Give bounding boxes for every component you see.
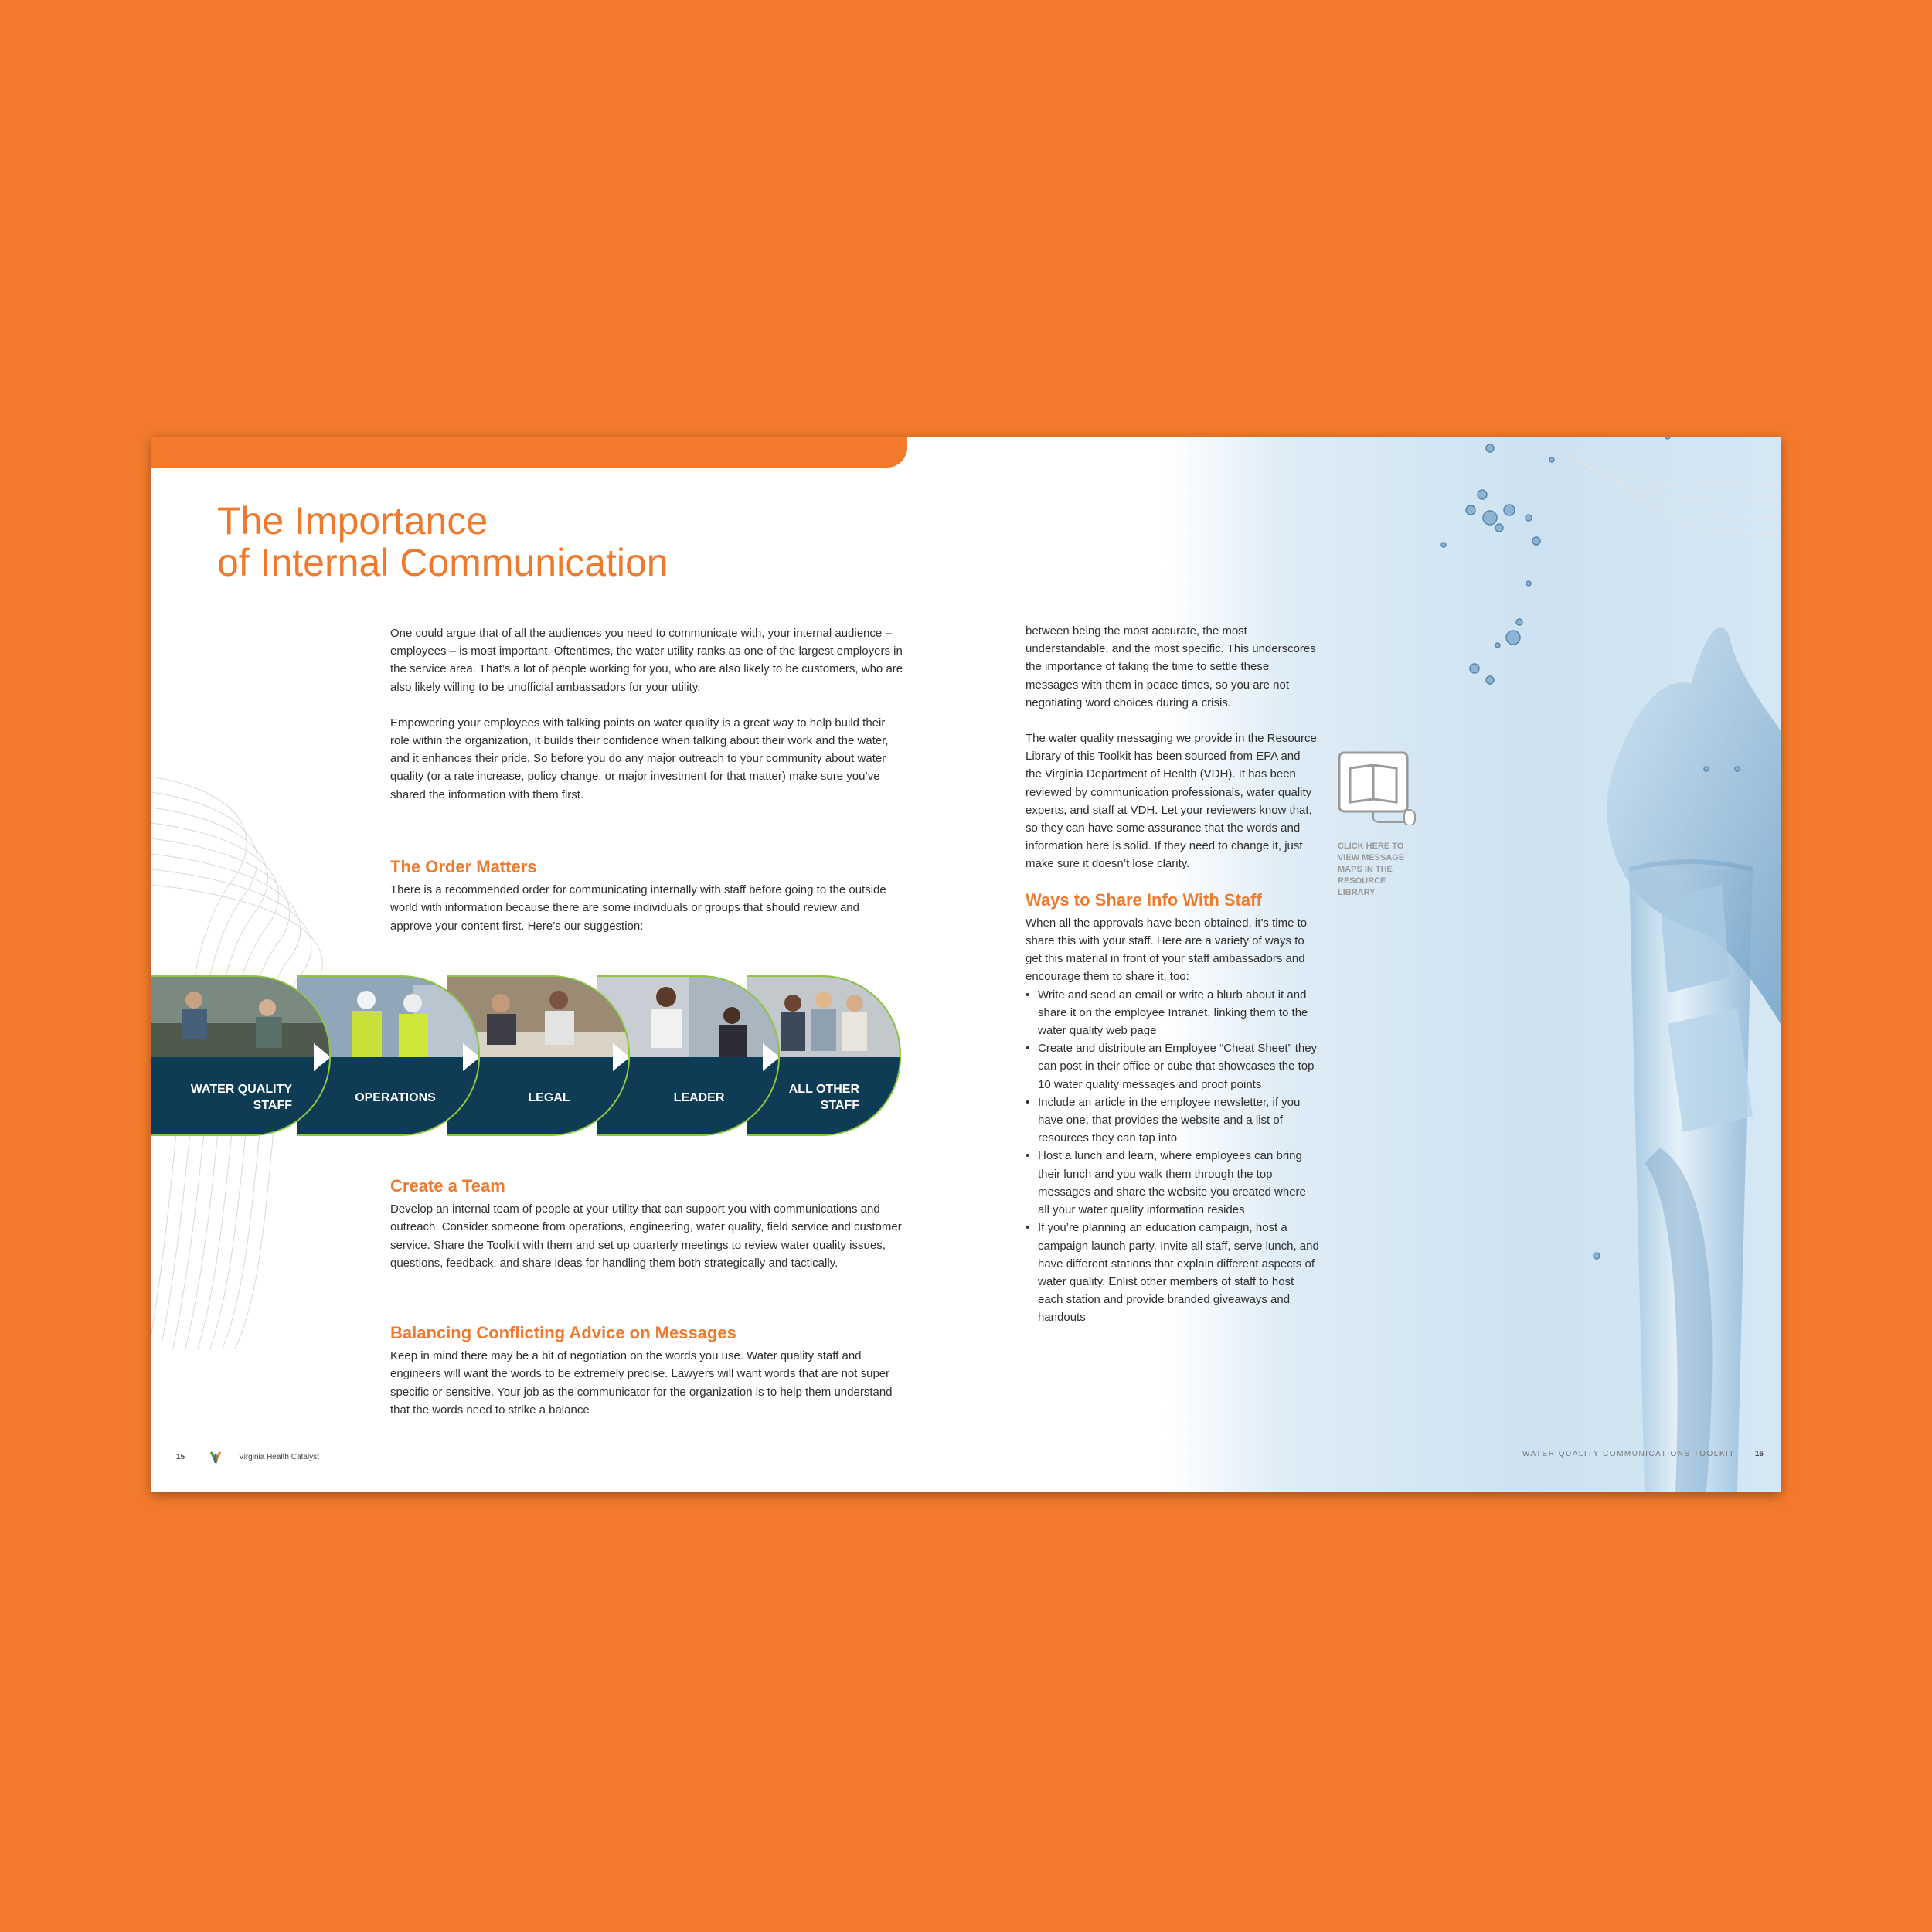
intro-section <box>390 624 904 821</box>
page-number-left: 15 <box>176 1452 185 1461</box>
list-item: • Include an article in the employee newsletter, if you have one, that provides the website and a list of resources they can tap into <box>1026 1094 1319 1148</box>
list-item: • If you’re planning an education campaign, host a campaign launch party. Invite all staff, serve lunch, and have different stations that explain different aspects of water quality. Enlist other members of staff to host each station and provide branded giveaways and handouts <box>1026 1219 1319 1326</box>
book-mouse-icon[interactable] <box>1338 751 1417 825</box>
page-title <box>217 500 668 583</box>
flow-step-label: ALL OTHER STAFF <box>788 1083 859 1112</box>
header-tab <box>151 437 907 468</box>
flow-arrow-icon <box>314 1043 331 1071</box>
water-quality-staff-photo <box>151 977 329 1057</box>
order-heading: The Order Matters <box>390 857 537 876</box>
team-section <box>390 1177 904 1290</box>
list-item: • Write and send an email or write a blurb about it and share it on the employee Intranet, linking them to the water quality web page <box>1026 986 1319 1040</box>
flow-step-label: OPERATIONS <box>355 1090 436 1104</box>
flow-arrow-icon <box>463 1043 480 1071</box>
resource-library-link[interactable]: CLICK HERE TO VIEW MESSAGE MAPS IN THE RESOURCE LIBRARY <box>1338 842 1405 897</box>
flow-arrow-icon <box>613 1043 630 1071</box>
page-number-right: 16 <box>1754 1450 1764 1458</box>
footer-toolkit-title: WATER QUALITY COMMUNICATIONS TOOLKIT <box>1522 1450 1735 1458</box>
flow-step-label: LEADER <box>673 1090 725 1104</box>
flow-arrow-icon <box>763 1043 780 1071</box>
approval-order-flow <box>151 975 901 1134</box>
list-item: • Host a lunch and learn, where employees can bring their lunch and you walk them through the top messages and share the website you created where all your water quality information resides <box>1026 1147 1319 1219</box>
intro-paragraph-2: Empowering your employees with talking points on water quality is a great way to help build their role within the organization, it builds their confidence when talking about their work and the water, and it enhances their pride. So before you do any major outreach to your community about water quality (or a rate increase, policy change, or major investment for that matter) make sure you’ve shared the information with them first. <box>390 716 889 801</box>
balancing-body: Keep in mind there may be a bit of negotiation on the words you use. Water quality staff and engineers will want the words to be extremely precise. Lawyers will want words that are not super specific or sensitive. Your job as the communicator for the organization is to help them understand that the words need to strike a balance <box>390 1349 893 1417</box>
share-intro: When all the approvals have been obtained, it’s time to share this with your staff. Here are a variety of ways to get this material in front of your staff ambassadors and encourage them to share it, too: <box>1026 916 1308 984</box>
flow-step-label: WATER QUALITY STAFF <box>190 1083 292 1112</box>
right-paragraph-2: The water quality messaging we provide in the Resource Library of this Toolkit has been sourced from EPA and the Virginia Department of Health (VDH). It has been reviewed by communication professionals, water quality experts, and staff at VDH. Let your reviewers know that, so they can have some assurance that the words and information here is solid. If they need to change it, just make sure it doesn’t lose clarity. <box>1026 732 1317 871</box>
right-paragraph-1: between being the most accurate, the most understandable, and the most specific. This underscores the importance of taking the time to settle these messages with them in peace times, so you are not negotiating word choices during a crisis. <box>1026 624 1316 709</box>
footer-right <box>1522 1450 1764 1458</box>
catalyst-logo-icon <box>208 1449 223 1464</box>
balancing-heading: Balancing Conflicting Advice on Messages <box>390 1323 736 1342</box>
title-line-2: of Internal Communication <box>217 541 668 584</box>
title-line-1: The Importance <box>217 499 488 543</box>
intro-paragraph-1: One could argue that of all the audiences you need to communicate with, your internal audience – employees – is most important. Oftentimes, the water utility ranks as one of the largest employers in the service area. That’s a lot of people working for you, who are also likely to be customers, who are also likely willing to be unofficial ambassadors for your utility. <box>390 627 903 694</box>
flow-step-water-quality-staff <box>151 975 331 1136</box>
brochure-spread <box>151 437 1781 1492</box>
share-list <box>1026 986 1319 1327</box>
right-column <box>1026 622 1319 1327</box>
flow-step-label: LEGAL <box>528 1090 570 1104</box>
balancing-section <box>390 1324 904 1437</box>
team-heading: Create a Team <box>390 1176 505 1196</box>
order-body: There is a recommended order for communicating internally with staff before going to the outside world with information because there are some individuals or groups that should review and approve your content first. Here’s our suggestion: <box>390 883 886 933</box>
order-section <box>390 858 904 953</box>
list-item: • Create and distribute an Employee “Cheat Sheet” they can post in their office or cube that showcases the top 10 water quality messages and proof points <box>1026 1039 1319 1094</box>
share-heading: Ways to Share Info With Staff <box>1026 889 1262 910</box>
footer-left <box>176 1449 319 1464</box>
footer-brand: Virginia Health Catalyst <box>239 1452 319 1461</box>
team-body: Develop an internal team of people at your utility that can support you with communications and outreach. Consider someone from operations, engineering, water quality, field service and customer service. Share the Toolkit with them and set up quarterly meetings to review water quality issues, questions, feedback, and share ideas for handling them both strategically and tactically. <box>390 1202 902 1270</box>
